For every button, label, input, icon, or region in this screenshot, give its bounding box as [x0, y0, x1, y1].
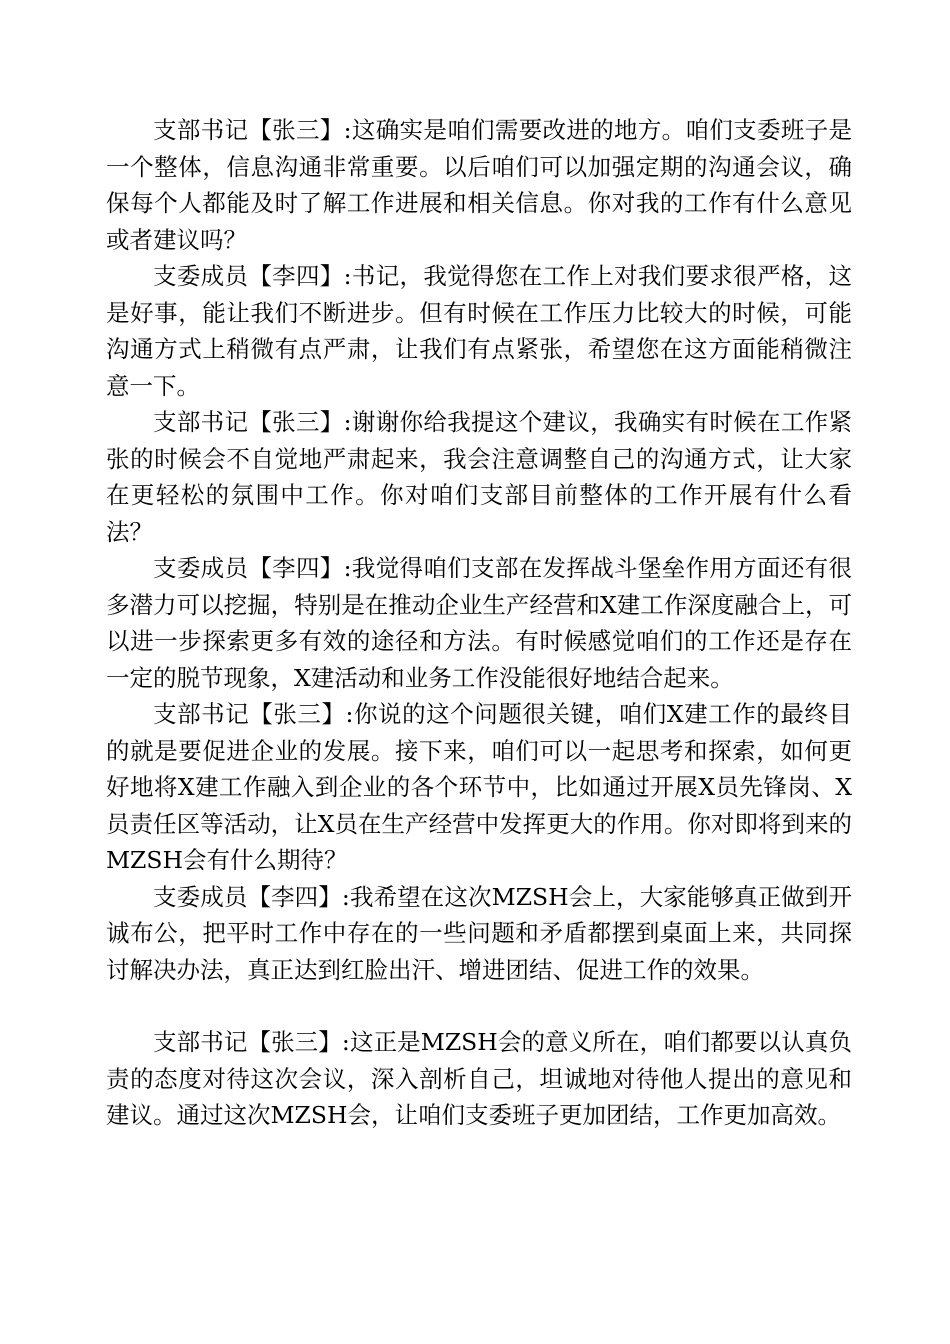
- dialogue-paragraph: 支部书记【张三】:你说的这个问题很关键，咱们X建工作的最终目的就是要促进企业的发展。接下来，咱们可以一起思考和探索，如何更好地将X建工作融入到企业的各个环节中，比如通过开展X员先锋岗、X员责任区等活动，让X员在生产经营中发挥更大的作用。你对即将到来的MZSH会有什么期待？: [106, 700, 852, 874]
- dialogue-body: [106, 112, 852, 1134]
- dialogue-paragraph: 支委成员【李四】:书记，我觉得您在工作上对我们要求很严格，这是好事，能让我们不断进步。但有时候在工作压力比较大的时候，可能沟通方式上稍微有点严肃，让我们有点紧张，希望您在这方面能稍微注意一下。: [106, 262, 852, 400]
- dialogue-paragraph: 支委成员【李四】:我觉得咱们支部在发挥战斗堡垒作用方面还有很多潜力可以挖掘，特别是在推动企业生产经营和X建工作深度融合上，可以进一步探索更多有效的途径和方法。有时候感觉咱们的工作还是存在一定的脱节现象，X建活动和业务工作没能很好地结合起来。: [106, 554, 852, 692]
- dialogue-paragraph: 支部书记【张三】:这正是MZSH会的意义所在，咱们都要以认真负责的态度对待这次会议，深入剖析自己，坦诚地对待他人提出的意见和建议。通过这次MZSH会，让咱们支委班子更加团结，工作更加高效。: [106, 1028, 852, 1129]
- dialogue-paragraph: 支部书记【张三】:这确实是咱们需要改进的地方。咱们支委班子是一个整体，信息沟通非常重要。以后咱们可以加强定期的沟通会议，确保每个人都能及时了解工作进展和相关信息。你对我的工作有什么意见或者建议吗？: [106, 116, 852, 254]
- dialogue-paragraph: 支部书记【张三】:谢谢你给我提这个建议，我确实有时候在工作紧张的时候会不自觉地严肃起来，我会注意调整自己的沟通方式，让大家在更轻松的氛围中工作。你对咱们支部目前整体的工作开展有什么看法？: [106, 408, 852, 546]
- dialogue-paragraph: 支委成员【李四】:我希望在这次MZSH会上，大家能够真正做到开诚布公，把平时工作中存在的一些问题和矛盾都摆到桌面上来，共同探讨解决办法，真正达到红脸出汗、增进团结、促进工作的效果。: [106, 882, 852, 984]
